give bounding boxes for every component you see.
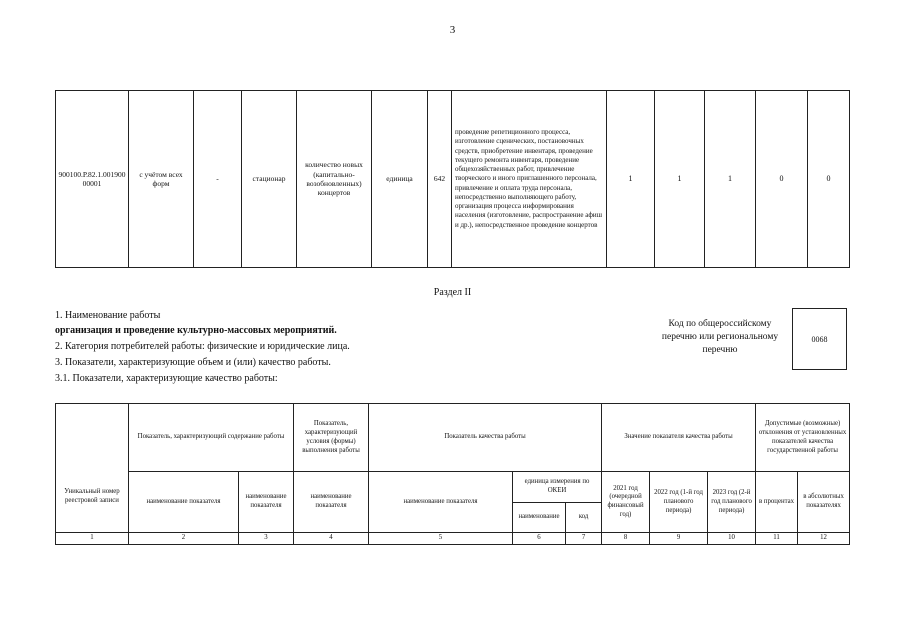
- condition-indicator: стационар: [242, 91, 297, 268]
- work-description: проведение репетиционного процесса, изготовление сценических, постановочных средств, приобретение инвентаря, проведение текущего ремонта инвентаря, проведение общехозяйственных работ, привлечение творческого и иного приглашенного персонала, привлечение и оплата труда персонала, непосредственно выполняющего работу, организация процесса информирования населения (изготовление, распространение афиш и др.), непосредственное проведение концертов: [452, 91, 607, 268]
- header-deviation: Допустимые (возможные) отклонения от установленных показателей качества государственной работы: [756, 404, 850, 472]
- column-number: 11: [756, 532, 798, 544]
- subheader-name-1: наименование показателя: [129, 472, 239, 532]
- column-number: 4: [294, 532, 369, 544]
- column-number: 10: [708, 532, 756, 544]
- deviation-percent: 0: [756, 91, 808, 268]
- column-number: 2: [129, 532, 239, 544]
- column-number: 3: [239, 532, 294, 544]
- header-values: Значение показателя качества работы: [602, 404, 756, 472]
- subheader-name-2: наименование показателя: [239, 472, 294, 532]
- work-name-label: 1. Наименование работы: [55, 310, 161, 321]
- subheader-absolute: в абсолютных показателях: [798, 472, 850, 532]
- column-number: 5: [369, 532, 513, 544]
- volume-indicator-name: количество новых (капитально-возобновленных) концертов: [297, 91, 372, 268]
- subheader-unit-code: код: [566, 502, 602, 532]
- unit-code: 642: [428, 91, 452, 268]
- work-name: организация и проведение культурно-массовых мероприятий.: [55, 325, 337, 336]
- subheader-2023: 2023 год (2-й год планового периода): [708, 472, 756, 532]
- content-indicator: с учётом всех форм: [129, 91, 194, 268]
- page-number: 3: [449, 24, 456, 36]
- indicators-heading: 3. Показатели, характеризующие объем и (или) качество работы.: [55, 357, 331, 368]
- subheader-2021: 2021 год (очередной финансовый год): [602, 472, 650, 532]
- subheader-unit: единица измерения по ОКЕИ: [513, 472, 602, 502]
- column-number: 12: [798, 532, 850, 544]
- subheader-name-3: наименование показателя: [294, 472, 369, 532]
- code-value: 0068: [811, 334, 828, 344]
- column-numbers-row: [56, 532, 850, 544]
- value-2022: 1: [655, 91, 705, 268]
- subheader-row: [56, 472, 850, 502]
- volume-table: [55, 90, 850, 268]
- section-title: Раздел II: [433, 287, 472, 298]
- column-number: 7: [566, 532, 602, 544]
- header-quality: Показатель качества работы: [369, 404, 602, 472]
- column-number: 9: [650, 532, 708, 544]
- unit-name: единица: [372, 91, 428, 268]
- registry-number: 900100.Р.82.1.00190000001: [56, 91, 129, 268]
- code-label: Код по общероссийскому перечню или региональному перечню: [661, 319, 779, 355]
- subheader-name-4: наименование показателя: [369, 472, 513, 532]
- column-number: 8: [602, 532, 650, 544]
- column-number: 6: [513, 532, 566, 544]
- quality-indicators-heading: 3.1. Показатели, характеризующие качество работы:: [55, 373, 278, 384]
- value-2021: 1: [607, 91, 655, 268]
- quality-table: [55, 403, 850, 545]
- code-box: [792, 308, 847, 370]
- subheader-2022: 2022 год (1-й год планового периода): [650, 472, 708, 532]
- subheader-unit-name: наименование: [513, 502, 566, 532]
- subheader-percent: в процентах: [756, 472, 798, 532]
- header-content: Показатель, характеризующий содержание работы: [129, 404, 294, 472]
- table-row: [56, 91, 850, 268]
- consumer-category: 2. Категория потребителей работы: физические и юридические лица.: [55, 341, 350, 352]
- value-2023: 1: [705, 91, 756, 268]
- content-indicator-2: -: [194, 91, 242, 268]
- column-number: 1: [56, 532, 129, 544]
- header-conditions: Показатель, характеризующий условия (формы) выполнения работы: [294, 404, 369, 472]
- header-row: [56, 404, 850, 472]
- header-registry: Уникальный номер реестровой записи: [56, 404, 129, 533]
- deviation-absolute: 0: [808, 91, 850, 268]
